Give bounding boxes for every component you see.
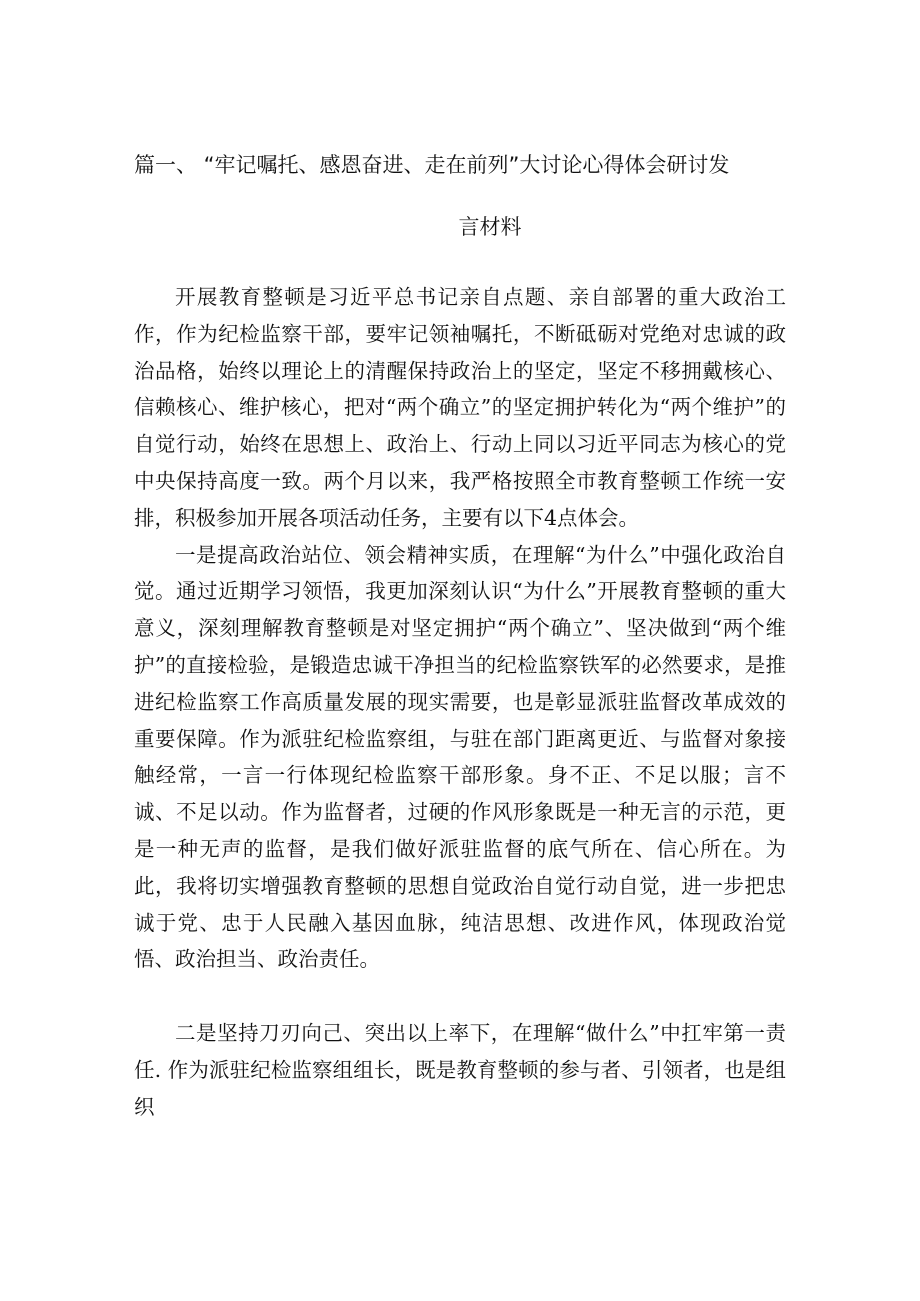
document-title-line-2: 言材料	[458, 215, 522, 239]
body-paragraph-1: 开展教育整顿是习近平总书记亲自点题、亲自部署的重大政治工作，作为纪检监察干部，要牢记领袖嘱托，不断砥砺对党绝对忠诚的政治品格，始终以理论上的清醒保持政治上的坚定，坚定不移拥戴核心、信赖核心、维护核心，把对“两个确立”的坚定拥护转化为“两个维护”的自觉行动，始终在思想上、政治上、行动上同以习近平同志为核心的党中央保持高度一致。两个月以来，我严格按照全市教育整顿工作统一安排，积极参加开展各项活动任务，主要有以下4点体会。	[134, 285, 786, 530]
body-paragraph-3: 二是坚持刀刃向己、突出以上率下，在理解“做什么”中扛牢第一责任. 作为派驻纪检监察组组长，既是教育整顿的参与者、引领者，也是组织	[134, 1021, 786, 1119]
body-paragraph-2: 一是提高政治站位、领会精神实质，在理解“为什么”中强化政治自觉。通过近期学习领悟，我更加深刻认识“为什么”开展教育整顿的重大意义，深刻理解教育整顿是对坚定拥护“两个确立”、坚决做到“两个维护”的直接检验，是锻造忠诚干净担当的纪检监察铁军的必然要求，是推进纪检监察工作高质量发展的现实需要，也是彰显派驻监督改革成效的重要保障。作为派驻纪检监察组，与驻在部门距离更近、与监督对象接触经常，一言一行体现纪检监察干部形象。身不正、不足以服；言不诚、不足以动。作为监督者，过硬的作风形象既是一种无言的示范，更是一种无声的监督，是我们做好派驻监督的底气所在、信心所在。为此，我将切实增强教育整顿的思想自觉政治自觉行动自觉，进一步把忠诚于党、忠于人民融入基因血脉，纯洁思想、改进作风，体现政治觉悟、政治担当、政治责任。	[134, 542, 786, 972]
document-body	[134, 253, 786, 1126]
document-title-line-1: 篇一、 “牢记嘱托、感恩奋进、走在前列”大讨论心得体会研讨发	[134, 153, 730, 177]
